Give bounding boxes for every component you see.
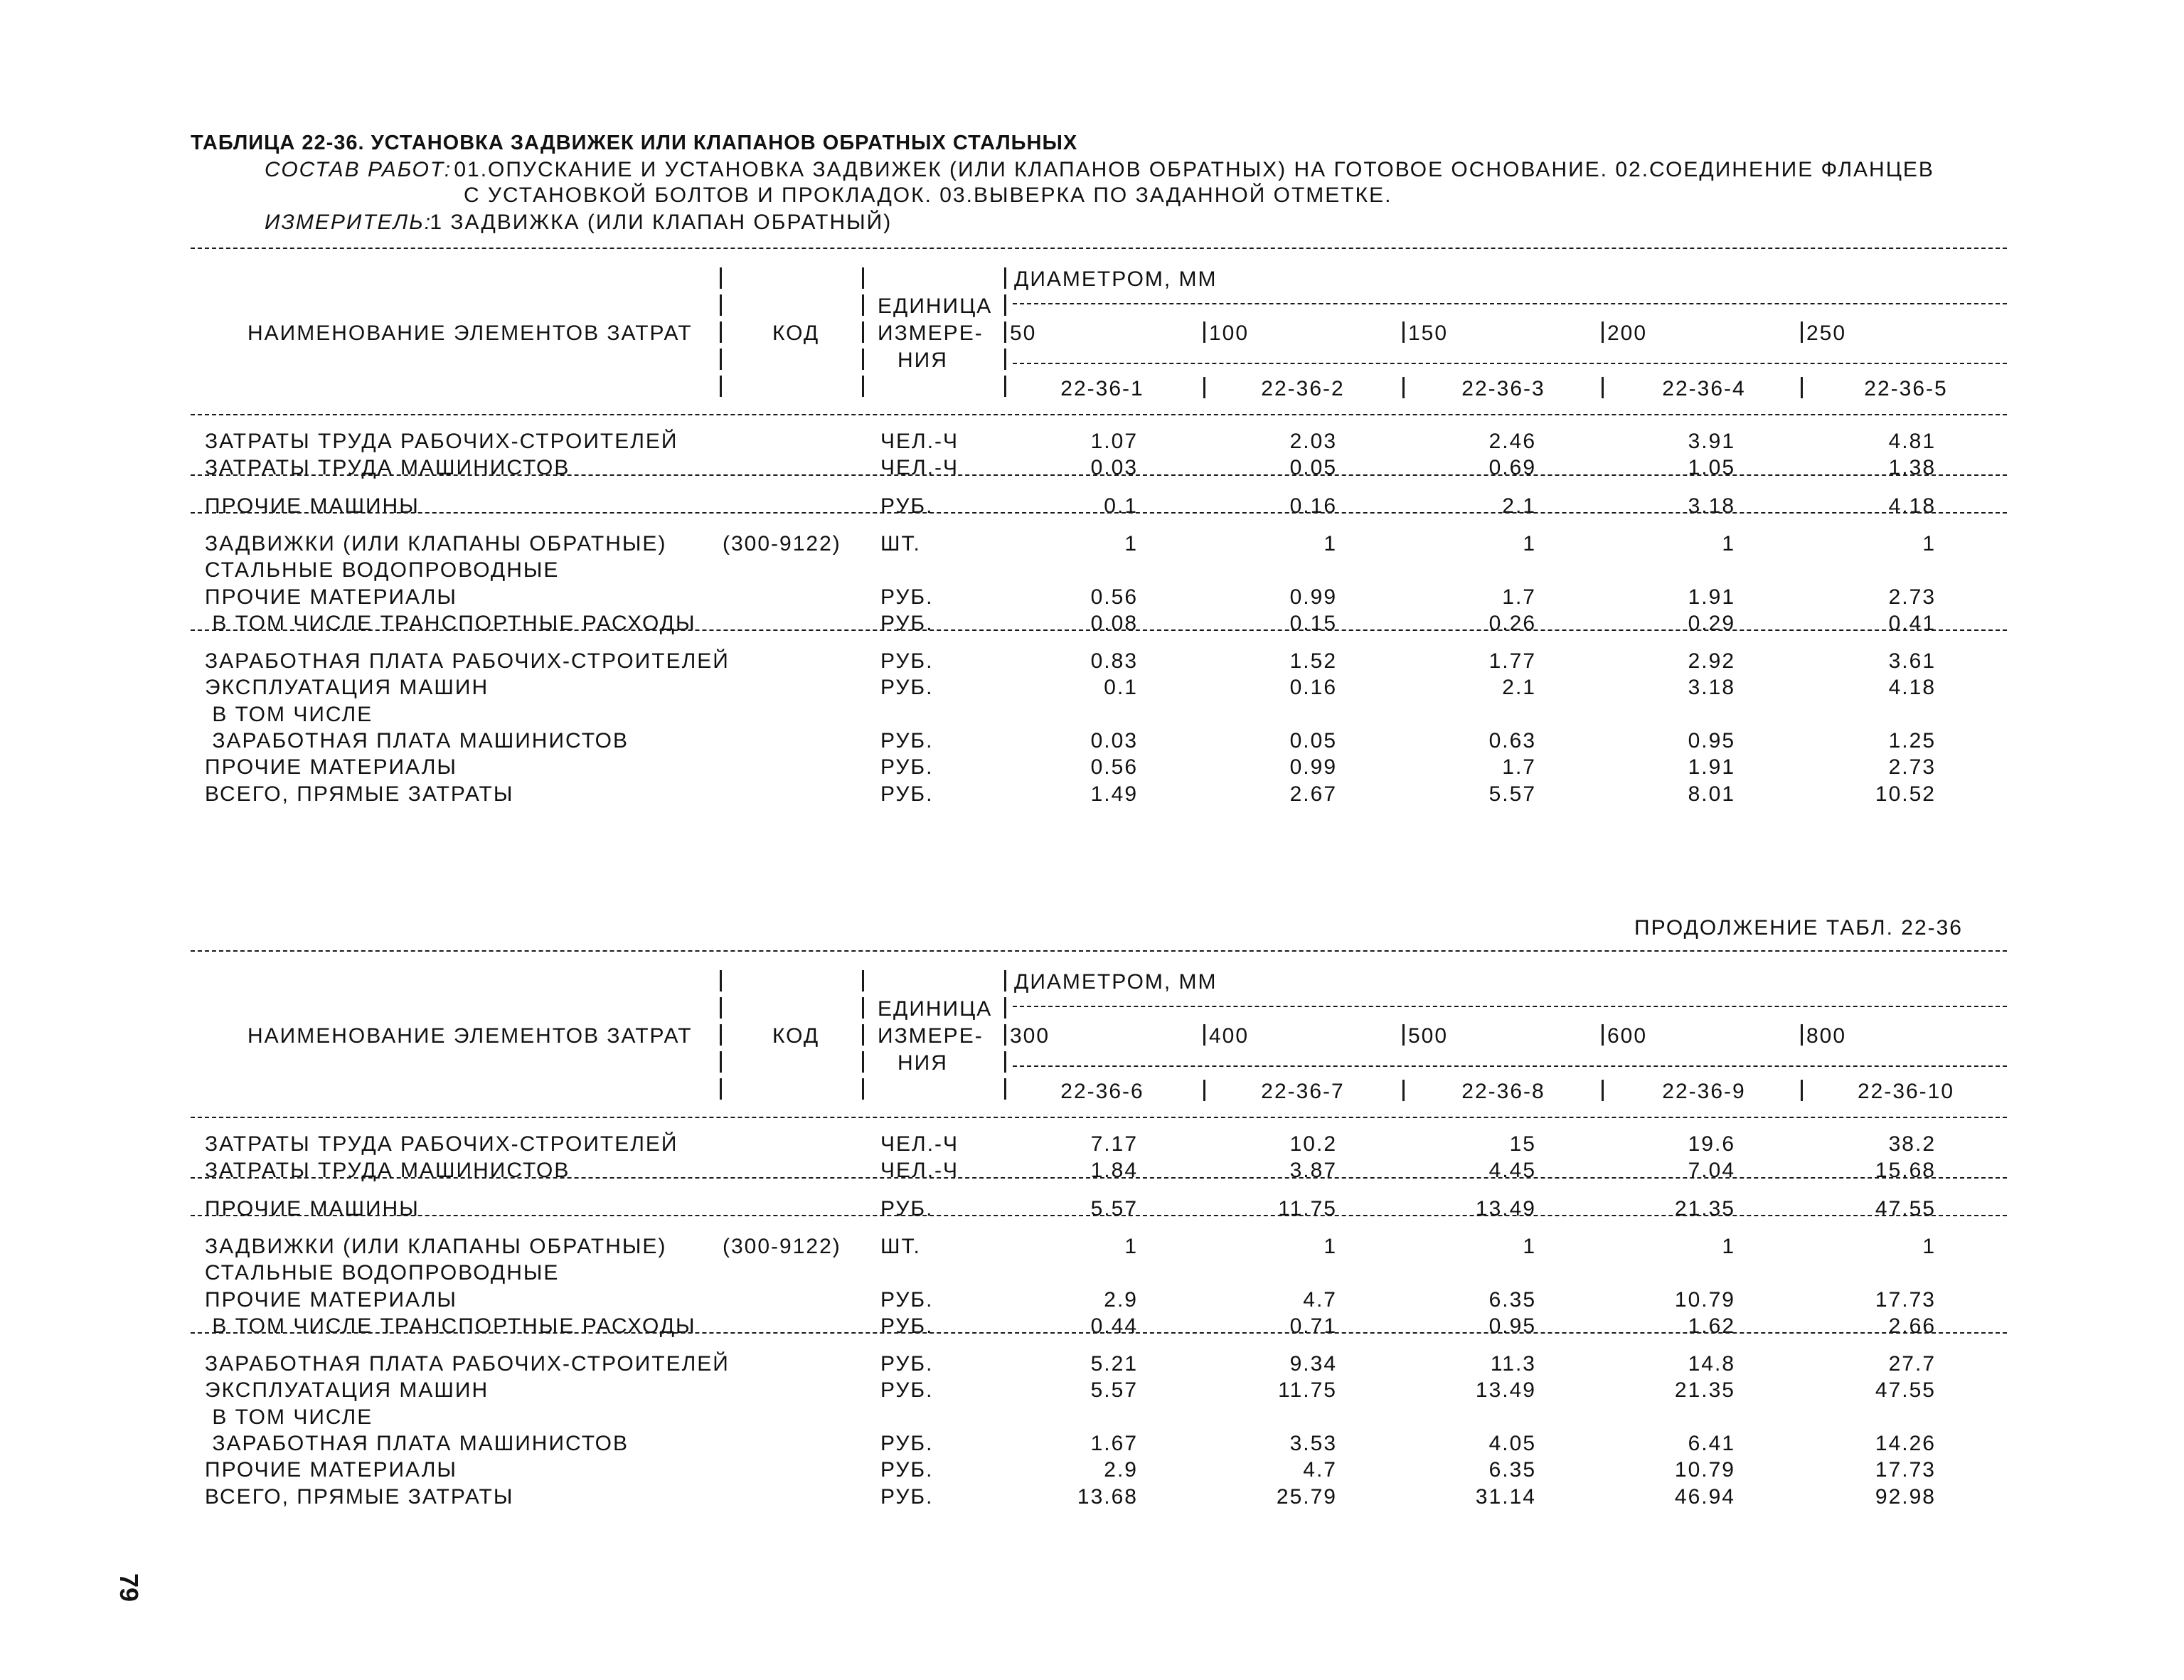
diameter-value: 50 [1010,321,1037,345]
row-value: 1 [1124,1234,1138,1258]
row-value: 1 [1323,531,1337,555]
row-value: 10.52 [1875,782,1936,806]
group-rule [191,512,2007,514]
diameter-value: 500 [1408,1024,1449,1048]
row-name: В ТОМ ЧИСЛЕ ТРАНСПОРТНЫЕ РАСХОДЫ [205,611,696,635]
row-value: 4.81 [1888,430,1936,453]
column-separator [720,970,722,991]
row-value: 21.35 [1674,1196,1735,1221]
row-value: 7.04 [1688,1159,1735,1183]
row-value: 21.35 [1674,1378,1735,1403]
column-separator [1004,376,1006,397]
row-name: ЗАДВИЖКИ (ИЛИ КЛАПАНЫ ОБРАТНЫЕ) [205,1234,667,1258]
row-value: 1 [1523,1234,1536,1258]
row-unit: РУБ. [880,1378,934,1403]
row-value: 1.7 [1502,585,1536,609]
diameter-value: 150 [1408,321,1449,345]
row-value: 0.95 [1688,729,1735,753]
row-name: ПРОЧИЕ МАТЕРИАЛЫ [205,585,457,609]
row-unit: РУБ. [880,1484,934,1509]
header-unit: ЕДИНИЦА [878,294,993,318]
row-name: ПРОЧИЕ МАТЕРИАЛЫ [205,1287,457,1312]
row-value: 11.3 [1490,1352,1536,1376]
row-value: 5.21 [1090,1352,1138,1376]
row-name: СТАЛЬНЫЕ ВОДОПРОВОДНЫЕ [205,558,560,583]
norm-code: 22-36-4 [1662,377,1746,400]
row-value: 17.73 [1875,1458,1936,1482]
row-value: 2.73 [1888,585,1936,609]
group-rule [191,1177,2007,1179]
row-name: ЗАТРАТЫ ТРУДА РАБОЧИХ-СТРОИТЕЛЕЙ [205,430,678,453]
column-separator [1602,377,1604,398]
column-separator [1203,1024,1205,1046]
row-value: 13.49 [1475,1196,1536,1221]
row-value: 1.49 [1090,782,1138,806]
diameter-rule [1013,1006,2007,1007]
column-separator [1801,1024,1803,1046]
norm-code: 22-36-10 [1857,1080,1955,1103]
row-unit: РУБ. [880,729,934,753]
header-code: КОД [772,321,820,345]
column-separator [862,1051,864,1073]
norm-code: 22-36-2 [1261,377,1345,400]
row-value: 1.38 [1888,456,1936,480]
work-composition-label: СОСТАВ РАБОТ: [265,158,452,181]
row-value: 47.55 [1875,1196,1936,1221]
row-unit: ЧЕЛ.-Ч [880,1132,959,1156]
row-unit: РУБ. [880,676,934,700]
row-value: 0.99 [1289,755,1337,780]
row-value: 10.79 [1674,1287,1735,1312]
column-separator [1602,1024,1604,1046]
row-value: 0.1 [1104,676,1138,700]
group-rule [191,1215,2007,1216]
norm-code: 22-36-7 [1261,1080,1345,1103]
row-value: 4.7 [1303,1458,1337,1482]
row-unit: ЧЕЛ.-Ч [880,1159,959,1183]
row-name: ЗАТРАТЫ ТРУДА РАБОЧИХ-СТРОИТЕЛЕЙ [205,1132,678,1156]
row-name: ЗАРАБОТНАЯ ПЛАТА МАШИНИСТОВ [205,729,629,753]
row-value: 5.57 [1090,1196,1138,1221]
row-value: 11.75 [1278,1378,1337,1403]
row-value: 1.7 [1502,755,1536,780]
row-name: В ТОМ ЧИСЛЕ [205,702,373,726]
norm-code: 22-36-1 [1060,377,1144,400]
row-name: ЭКСПЛУАТАЦИЯ МАШИН [205,676,489,700]
diameter-value: 600 [1607,1024,1648,1048]
row-value: 0.26 [1488,611,1536,635]
row-value: 13.68 [1077,1484,1138,1509]
row-value: 7.17 [1090,1132,1138,1156]
row-unit: РУБ. [880,1287,934,1312]
row-value: 2.1 [1502,494,1536,518]
column-separator [720,294,722,316]
column-separator [720,1024,722,1046]
row-value: 6.35 [1488,1458,1536,1482]
header-unit: ИЗМЕРЕ- [878,1024,984,1048]
header-unit: НИЯ [897,1051,948,1075]
row-value: 1 [1922,1234,1936,1258]
header-name: НАИМЕНОВАНИЕ ЭЛЕМЕНТОВ ЗАТРАТ [247,321,693,345]
column-separator [862,294,864,316]
row-name: ЗАДВИЖКИ (ИЛИ КЛАПАНЫ ОБРАТНЫЕ) [205,531,667,555]
row-value: 5.57 [1488,782,1536,806]
column-separator [1004,1078,1006,1100]
row-value: 1.67 [1090,1432,1138,1455]
row-value: 92.98 [1875,1484,1936,1509]
row-value: 0.69 [1488,456,1536,480]
column-separator [720,997,722,1019]
row-value: 0.05 [1289,456,1337,480]
column-separator [862,349,864,370]
column-separator [1402,377,1405,398]
row-value: 1 [1323,1234,1337,1258]
continuation-label: ПРОДОЛЖЕНИЕ ТАБЛ. 22-36 [1634,916,1963,940]
row-value: 15 [1509,1132,1536,1156]
column-separator [1004,267,1006,289]
row-value: 11.75 [1278,1196,1337,1221]
header-unit: НИЯ [897,349,948,372]
measure-label: ИЗМЕРИТЕЛЬ: [265,211,432,234]
row-value: 2.03 [1289,430,1337,453]
row-value: 1.91 [1688,755,1735,780]
column-separator [862,376,864,397]
row-unit: РУБ. [880,585,934,609]
norm-code: 22-36-9 [1662,1080,1746,1103]
row-value: 0.99 [1289,585,1337,609]
row-name: ВСЕГО, ПРЯМЫЕ ЗАТРАТЫ [205,782,514,806]
column-separator [720,321,722,343]
work-composition-line-2: С УСТАНОВКОЙ БОЛТОВ И ПРОКЛАДОК. 03.ВЫВЕРКА ПО ЗАДАННОЙ ОТМЕТКЕ. [464,184,1392,207]
row-value: 1.05 [1688,456,1735,480]
row-value: 1 [1523,531,1536,555]
row-value: 6.41 [1688,1432,1735,1455]
row-unit: РУБ. [880,755,934,780]
diameter-value: 100 [1209,321,1250,345]
row-value: 8.01 [1688,782,1735,806]
row-name: ЗАТРАТЫ ТРУДА МАШИНИСТОВ [205,456,570,480]
norm-code: 22-36-6 [1060,1080,1144,1103]
row-value: 4.18 [1888,676,1936,700]
column-separator [1004,997,1006,1019]
norm-code: 22-36-8 [1461,1080,1545,1103]
row-unit: ШТ. [880,1234,921,1258]
row-value: 2.46 [1488,430,1536,453]
code-rule [1013,1065,2007,1067]
row-unit: ШТ. [880,531,921,555]
row-value: 0.56 [1090,755,1138,780]
row-value: 1 [1722,1234,1735,1258]
row-value: 0.05 [1289,729,1337,753]
column-separator [862,321,864,343]
row-unit: РУБ. [880,1432,934,1455]
row-name: ЗАРАБОТНАЯ ПЛАТА РАБОЧИХ-СТРОИТЕЛЕЙ [205,649,730,674]
diameter-value: 200 [1607,321,1648,345]
column-separator [1402,1080,1405,1101]
row-name: ЗАРАБОТНАЯ ПЛАТА РАБОЧИХ-СТРОИТЕЛЕЙ [205,1352,730,1376]
row-value: 3.18 [1688,676,1735,700]
row-value: 47.55 [1875,1378,1936,1403]
row-name: СТАЛЬНЫЕ ВОДОПРОВОДНЫЕ [205,1261,560,1285]
row-value: 0.95 [1488,1314,1536,1338]
row-value: 1.25 [1888,729,1936,753]
row-value: 0.03 [1090,729,1138,753]
row-value: 1.52 [1289,649,1337,674]
row-unit: РУБ. [880,1196,934,1221]
row-value: 1.07 [1090,430,1138,453]
column-separator [1004,970,1006,991]
header-bottom-rule [191,1117,2007,1118]
row-value: 0.44 [1090,1314,1138,1338]
header-code: КОД [772,1024,820,1048]
row-value: 10.79 [1674,1458,1735,1482]
row-name: ПРОЧИЕ МАШИНЫ [205,494,420,518]
row-value: 0.56 [1090,585,1138,609]
row-value: 0.08 [1090,611,1138,635]
row-value: 15.68 [1875,1159,1936,1183]
group-rule [191,474,2007,476]
column-separator [1801,1080,1803,1101]
column-separator [1004,1024,1006,1046]
row-name: ЭКСПЛУАТАЦИЯ МАШИН [205,1378,489,1403]
row-unit: РУБ. [880,649,934,674]
row-value: 13.49 [1475,1378,1536,1403]
row-unit: РУБ. [880,1314,934,1338]
row-value: 1.77 [1488,649,1536,674]
column-separator [1801,321,1803,343]
row-code: (300-9122) [723,531,841,555]
row-value: 0.15 [1289,611,1337,635]
row-value: 9.34 [1289,1352,1337,1376]
row-value: 4.7 [1303,1287,1337,1312]
column-separator [1203,321,1205,343]
row-value: 2.9 [1104,1458,1138,1482]
row-name: ВСЕГО, ПРЯМЫЕ ЗАТРАТЫ [205,1484,514,1509]
row-value: 3.87 [1289,1159,1337,1183]
column-separator [720,267,722,289]
column-separator [1402,1024,1405,1046]
header-name: НАИМЕНОВАНИЕ ЭЛЕМЕНТОВ ЗАТРАТ [247,1024,693,1048]
row-value: 2.9 [1104,1287,1138,1312]
row-value: 25.79 [1276,1484,1337,1509]
page-number: 79 [114,1573,144,1602]
header-top-rule [191,248,2007,249]
diameter-value: 300 [1010,1024,1050,1048]
row-value: 0.29 [1688,611,1735,635]
row-value: 19.6 [1688,1132,1735,1156]
header-diameter: ДИАМЕТРОМ, ММ [1014,267,1218,291]
column-separator [862,1024,864,1046]
row-value: 0.03 [1090,456,1138,480]
diameter-value: 400 [1209,1024,1250,1048]
row-unit: ЧЕЛ.-Ч [880,430,959,453]
row-value: 0.16 [1289,494,1337,518]
work-composition-line-1: 01.ОПУСКАНИЕ И УСТАНОВКА ЗАДВИЖЕК (ИЛИ КЛАПАНОВ ОБРАТНЫХ) НА ГОТОВОЕ ОСНОВАНИЕ. 02.СОЕДИНЕНИЕ ФЛАНЦЕВ [447,158,1934,181]
row-value: 3.53 [1289,1432,1337,1455]
row-value: 2.66 [1888,1314,1936,1338]
row-value: 6.35 [1488,1287,1536,1312]
column-separator [720,376,722,397]
row-name: В ТОМ ЧИСЛЕ [205,1405,373,1429]
column-separator [1402,321,1405,343]
row-value: 2.67 [1289,782,1337,806]
row-name: ПРОЧИЕ МАТЕРИАЛЫ [205,1458,457,1482]
row-name: ЗАТРАТЫ ТРУДА МАШИНИСТОВ [205,1159,570,1183]
row-value: 2.1 [1502,676,1536,700]
row-unit: РУБ. [880,1352,934,1376]
header-unit: ЕДИНИЦА [878,997,993,1021]
row-code: (300-9122) [723,1234,841,1258]
row-unit: РУБ. [880,1458,934,1482]
row-value: 14.26 [1875,1432,1936,1455]
column-separator [862,997,864,1019]
row-value: 0.1 [1104,494,1138,518]
row-name: В ТОМ ЧИСЛЕ ТРАНСПОРТНЫЕ РАСХОДЫ [205,1314,696,1338]
row-value: 1 [1722,531,1735,555]
column-separator [862,267,864,289]
row-value: 14.8 [1688,1352,1735,1376]
column-separator [1602,321,1604,343]
column-separator [1203,1080,1205,1101]
row-value: 3.61 [1888,649,1936,674]
row-name: ПРОЧИЕ МАШИНЫ [205,1196,420,1221]
row-value: 38.2 [1888,1132,1936,1156]
row-unit: РУБ. [880,611,934,635]
column-separator [1004,294,1006,316]
norm-code: 22-36-3 [1461,377,1545,400]
row-value: 0.63 [1488,729,1536,753]
column-separator [1004,349,1006,370]
row-value: 1.91 [1688,585,1735,609]
column-separator [1004,321,1006,343]
column-separator [720,1078,722,1100]
row-name: ПРОЧИЕ МАТЕРИАЛЫ [205,755,457,780]
row-value: 2.92 [1688,649,1735,674]
row-value: 4.45 [1488,1159,1536,1183]
row-value: 27.7 [1888,1352,1936,1376]
diameter-rule [1013,303,2007,304]
row-value: 0.71 [1289,1314,1337,1338]
row-name: ЗАРАБОТНАЯ ПЛАТА МАШИНИСТОВ [205,1432,629,1455]
row-value: 10.2 [1289,1132,1337,1156]
row-value: 46.94 [1674,1484,1735,1509]
header-diameter: ДИАМЕТРОМ, ММ [1014,970,1218,994]
row-value: 2.73 [1888,755,1936,780]
row-value: 3.91 [1688,430,1735,453]
diameter-value: 250 [1806,321,1847,345]
group-rule [191,1332,2007,1334]
measure-value: 1 ЗАДВИЖКА (ИЛИ КЛАПАН ОБРАТНЫЙ) [422,211,893,234]
row-value: 31.14 [1475,1484,1536,1509]
code-rule [1013,363,2007,364]
column-separator [720,349,722,370]
row-value: 1.84 [1090,1159,1138,1183]
row-unit: РУБ. [880,782,934,806]
row-value: 0.83 [1090,649,1138,674]
row-value: 0.16 [1289,676,1337,700]
column-separator [862,1078,864,1100]
column-separator [862,970,864,991]
row-value: 17.73 [1875,1287,1936,1312]
norm-code: 22-36-5 [1864,377,1948,400]
row-value: 1 [1124,531,1138,555]
row-unit: ЧЕЛ.-Ч [880,456,959,480]
row-value: 1 [1922,531,1936,555]
column-separator [1801,377,1803,398]
row-value: 0.41 [1888,611,1936,635]
row-unit: РУБ. [880,494,934,518]
column-separator [1203,377,1205,398]
column-separator [720,1051,722,1073]
row-value: 5.57 [1090,1378,1138,1403]
row-value: 4.18 [1888,494,1936,518]
table-title: ТАБЛИЦА 22-36. УСТАНОВКА ЗАДВИЖЕК ИЛИ КЛАПАНОВ ОБРАТНЫХ СТАЛЬНЫХ [191,132,1078,154]
row-value: 3.18 [1688,494,1735,518]
header-unit: ИЗМЕРЕ- [878,321,984,345]
header-bottom-rule [191,414,2007,415]
column-separator [1602,1080,1604,1101]
diameter-value: 800 [1806,1024,1847,1048]
group-rule [191,629,2007,631]
column-separator [1004,1051,1006,1073]
row-value: 1.62 [1688,1314,1735,1338]
row-value: 4.05 [1488,1432,1536,1455]
header-top-rule [191,950,2007,952]
